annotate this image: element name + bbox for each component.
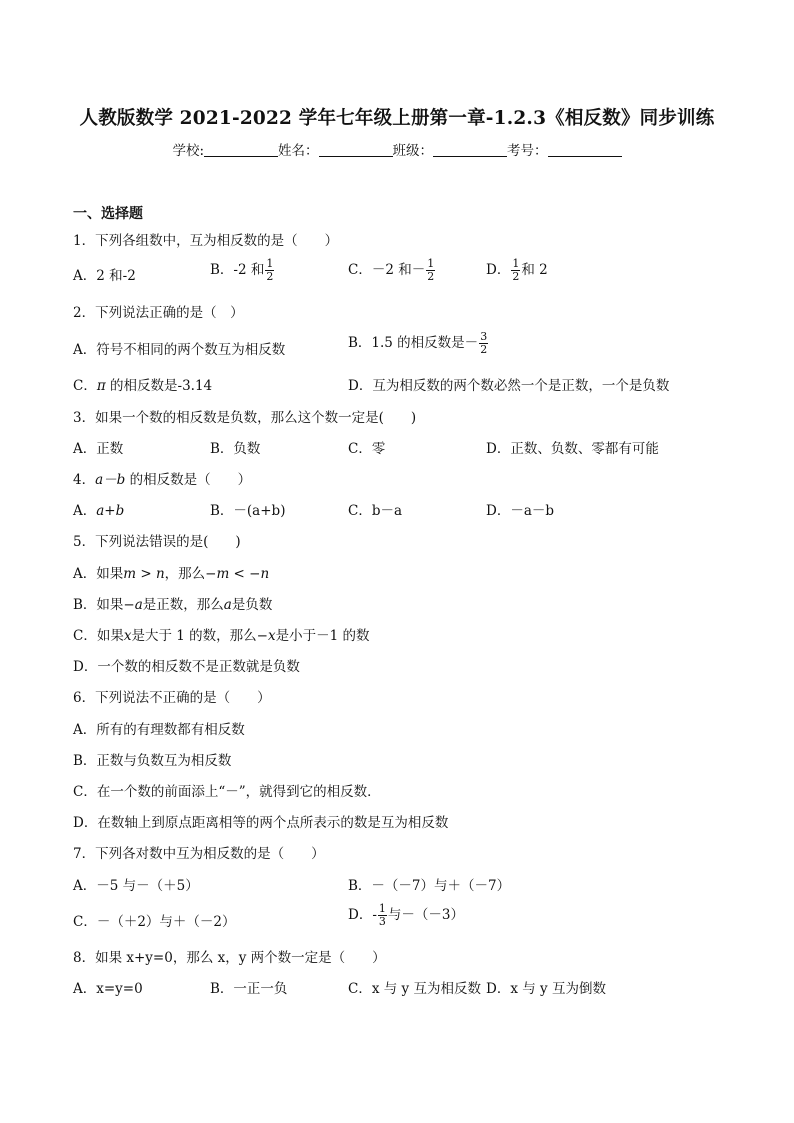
q5-option-a	[73, 562, 269, 582]
q1-option-d-label: D．	[486, 262, 511, 278]
number-label: 考号：	[507, 143, 548, 159]
q4-option-a-expression: a+b	[96, 503, 125, 519]
q5-a-mid-text: ，那么	[164, 566, 206, 582]
q1-option-c	[348, 258, 436, 283]
page-title: 人教版数学 2021-2022 学年七年级上册第一章-1.2.3《相反数》同步训练	[79, 108, 715, 129]
q5-b-expression-2: a	[223, 597, 232, 613]
school-blank	[204, 144, 278, 157]
name-label: 姓名：	[278, 143, 319, 159]
q8-option-c: C．x 与 y 互为相反数	[348, 981, 481, 997]
q6-option-a: A．所有的有理数都有相反数	[73, 722, 245, 738]
q4-stem-text: 的相反数是（ ）	[125, 472, 252, 488]
q4-option-c: C．b－a	[348, 503, 403, 519]
fraction-denominator: 2	[480, 343, 488, 356]
class-blank	[433, 144, 507, 157]
q1-option-b-text: B．-2 和	[210, 262, 265, 278]
q5-option-c	[73, 624, 369, 644]
q2-option-c-text: 的相反数是-3.14	[105, 378, 213, 394]
q1-b-fraction	[265, 258, 274, 283]
q4-stem	[73, 468, 251, 488]
q3-option-c: C．零	[348, 441, 386, 457]
student-info-row	[0, 139, 794, 159]
q4-option-d: D．－a－b	[486, 503, 555, 519]
q3-option-d: D．正数、负数、零都有可能	[486, 441, 659, 457]
q3-option-a: A．正数	[73, 441, 124, 457]
q3-option-b: B．负数	[210, 441, 261, 457]
q7-option-d-label: D．-	[348, 907, 377, 923]
q6-option-c: C．在一个数的前面添上“－”，就得到它的相反数．	[73, 784, 381, 800]
q5-c-text: C．如果	[73, 628, 124, 644]
number-field	[507, 139, 622, 159]
q2-option-b	[348, 331, 489, 356]
q6-option-b: B．正数与负数互为相反数	[73, 753, 232, 769]
school-field	[172, 139, 278, 159]
q1-option-b	[210, 258, 275, 283]
fraction-numerator: 1	[378, 902, 386, 915]
q7-stem: 7．下列各对数中互为相反数的是（ ）	[73, 846, 325, 862]
school-label: 学校:	[172, 143, 205, 159]
q1-option-d	[486, 258, 548, 283]
q5-stem: 5．下列说法错误的是( )	[73, 534, 241, 550]
q5-c-mid-text: 是大于 1 的数，那么	[131, 628, 257, 644]
q7-option-a: A．－5 与－（＋5）	[73, 878, 199, 894]
q1-d-fraction	[511, 258, 520, 283]
fraction-numerator: 3	[480, 330, 488, 343]
q2-b-fraction	[479, 331, 488, 356]
q8-stem: 8．如果 x+y=0，那么 x，y 两个数一定是（ ）	[73, 950, 386, 966]
q2-option-a: A．符号不相同的两个数互为相反数	[73, 342, 286, 358]
q5-a-expression-1: m > n	[123, 566, 165, 582]
q7-option-c: C．－（＋2）与＋（－2）	[73, 914, 236, 930]
q2-option-c-label: C．	[73, 378, 97, 394]
q5-a-text: A．如果	[73, 566, 124, 582]
fraction-numerator: 1	[266, 257, 274, 270]
pi-symbol: π	[96, 378, 106, 394]
q4-expression: a－b	[95, 472, 126, 488]
section-heading: 一、选择题	[73, 206, 143, 222]
q7-option-d	[348, 903, 464, 928]
class-field	[393, 139, 508, 159]
q4-option-a	[73, 499, 124, 519]
q8-option-b: B．一正一负	[210, 981, 288, 997]
q5-b-expression-1: −a	[123, 597, 143, 613]
fraction-numerator: 1	[512, 257, 520, 270]
q2-option-b-text: B．1.5 的相反数是－	[348, 335, 479, 351]
q6-option-d: D．在数轴上到原点距离相等的两个点所表示的数是互为相反数	[73, 815, 449, 831]
fraction-numerator: 1	[427, 257, 435, 270]
q5-c-expression-2: −x	[256, 628, 276, 644]
q1-option-a: A．2 和-2	[73, 268, 136, 284]
q2-stem: 2．下列说法正确的是（ ）	[73, 305, 244, 321]
q8-option-d: D．x 与 y 互为倒数	[486, 981, 606, 997]
q1-stem: 1．下列各组数中，互为相反数的是（ ）	[73, 233, 339, 249]
fraction-denominator: 2	[266, 270, 274, 283]
q4-number: 4．	[73, 472, 96, 488]
q3-stem: 3．如果一个数的相反数是负数，那么这个数一定是( )	[73, 410, 417, 426]
q4-option-b: B．－(a+b)	[210, 503, 286, 519]
q7-d-fraction	[378, 903, 387, 928]
q5-b-mid-text: 是正数，那么	[142, 597, 224, 613]
q7-option-d-text: 与－（－3）	[387, 907, 464, 923]
q5-option-b	[73, 593, 272, 613]
q5-b-post-text: 是负数	[231, 597, 273, 613]
q5-option-d: D．一个数的相反数不是正数就是负数	[73, 659, 300, 675]
q5-a-expression-2: −m < −n	[205, 566, 270, 582]
q1-c-fraction	[426, 258, 435, 283]
q5-c-post-text: 是小于－1 的数	[275, 628, 370, 644]
q8-option-a: A．x=y=0	[73, 981, 143, 997]
q4-option-a-label: A．	[73, 503, 97, 519]
fraction-denominator: 3	[378, 915, 386, 928]
q1-option-d-text: 和 2	[521, 262, 548, 278]
number-blank	[548, 144, 622, 157]
q2-option-d: D．互为相反数的两个数必然一个是正数，一个是负数	[348, 378, 670, 394]
name-blank	[319, 144, 393, 157]
q5-b-text: B．如果	[73, 597, 124, 613]
fraction-denominator: 2	[427, 270, 435, 283]
q7-option-b: B．－（－7）与＋（－7）	[348, 878, 511, 894]
fraction-denominator: 2	[512, 270, 520, 283]
q5-c-expression-1: x	[123, 628, 132, 644]
q1-option-c-text: C．－2 和－	[348, 262, 426, 278]
name-field	[278, 139, 393, 159]
q2-option-c	[73, 374, 212, 394]
class-label: 班级：	[392, 143, 434, 159]
q6-stem: 6．下列说法不正确的是（ ）	[73, 690, 271, 706]
